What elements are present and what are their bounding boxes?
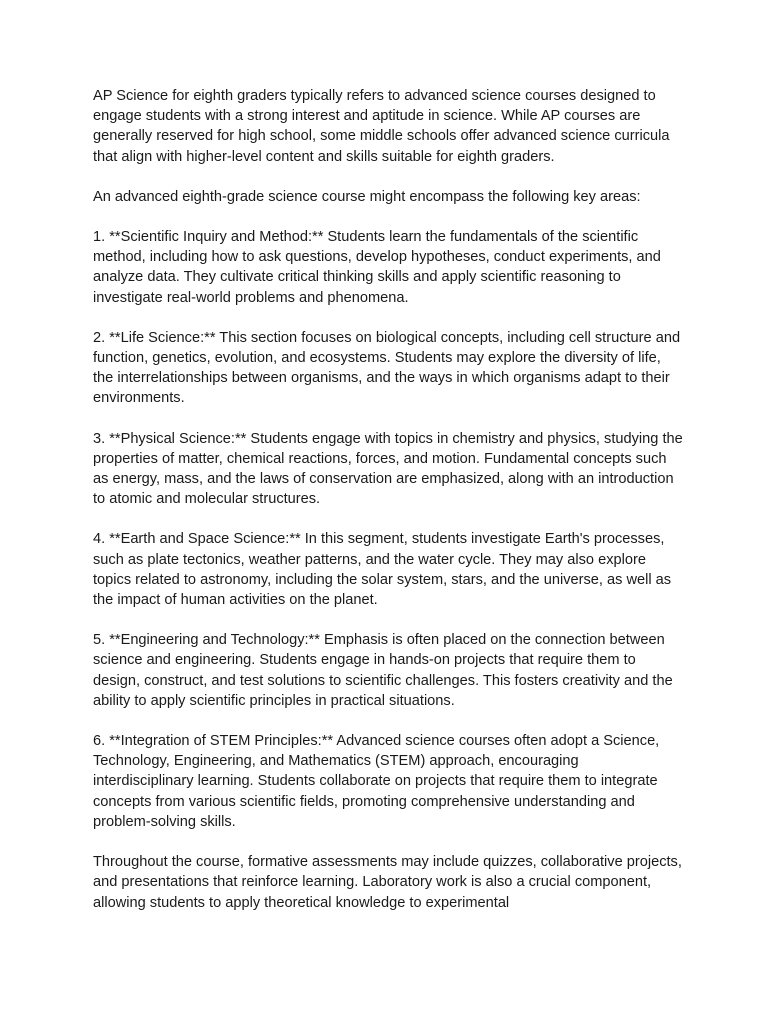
life-science-paragraph: 2. **Life Science:** This section focuses on biological concepts, including cell structure and function, genetics, evolution, and ecosystems. Students may explore the diversity of life, the interrelationships between organisms, and the ways in which organisms adapt to their environments. bbox=[93, 329, 681, 407]
scientific-inquiry-paragraph: 1. **Scientific Inquiry and Method:** Students learn the fundamentals of the scientific method, including how to ask questions, develop hypotheses, conduct experiments, and analyze data. They cultivate critical thinking skills and apply scientific reasoning to investigate real-world problems and phenomena. bbox=[93, 229, 661, 306]
engineering-technology-paragraph: 5. **Engineering and Technology:** Emphasis is often placed on the connection between science and engineering. Students engage in hands-on projects that require them to design, construct, and test solutions to scientific challenges. This fosters creativity and the ability to apply scientific principles in practical situations. bbox=[93, 632, 673, 709]
key-areas-intro-paragraph: An advanced eighth-grade science course might encompass the following key areas: bbox=[93, 188, 641, 205]
assessment-paragraph: Throughout the course, formative assessments may include quizzes, collaborative projects, and presentations that reinforce learning. Laboratory work is also a crucial component, allowing students to apply theoretical knowledge to experimental bbox=[93, 854, 682, 911]
earth-space-science-paragraph: 4. **Earth and Space Science:** In this segment, students investigate Earth's processes, such as plate tectonics, weather patterns, and the water cycle. They may also explore topics related to astronomy, including the solar system, stars, and the universe, as well as the impact of human activities on the planet. bbox=[93, 531, 672, 609]
physical-science-paragraph: 3. **Physical Science:** Students engage with topics in chemistry and physics, studying the properties of matter, chemical reactions, forces, and motion. Fundamental concepts such as energy, mass, and the laws of conservation are emphasized, along with an introduction to atomic and molecular structures. bbox=[93, 430, 683, 508]
stem-integration-paragraph: 6. **Integration of STEM Principles:** Advanced science courses often adopt a Science, Technology, Engineering, and Mathematics (STEM) approach, encouraging interdisciplinary learning. Students collaborate on projects that require them to integrate concepts from various scientific fields, promoting comprehensive understanding and problem-solving skills. bbox=[93, 733, 660, 830]
document-body bbox=[93, 86, 683, 933]
intro-paragraph: AP Science for eighth graders typically refers to advanced science courses designed to engage students with a strong interest and aptitude in science. While AP courses are generally reserved for high school, some middle schools offer advanced science curricula that align with higher-level content and skills suitable for eighth graders. bbox=[93, 88, 670, 165]
